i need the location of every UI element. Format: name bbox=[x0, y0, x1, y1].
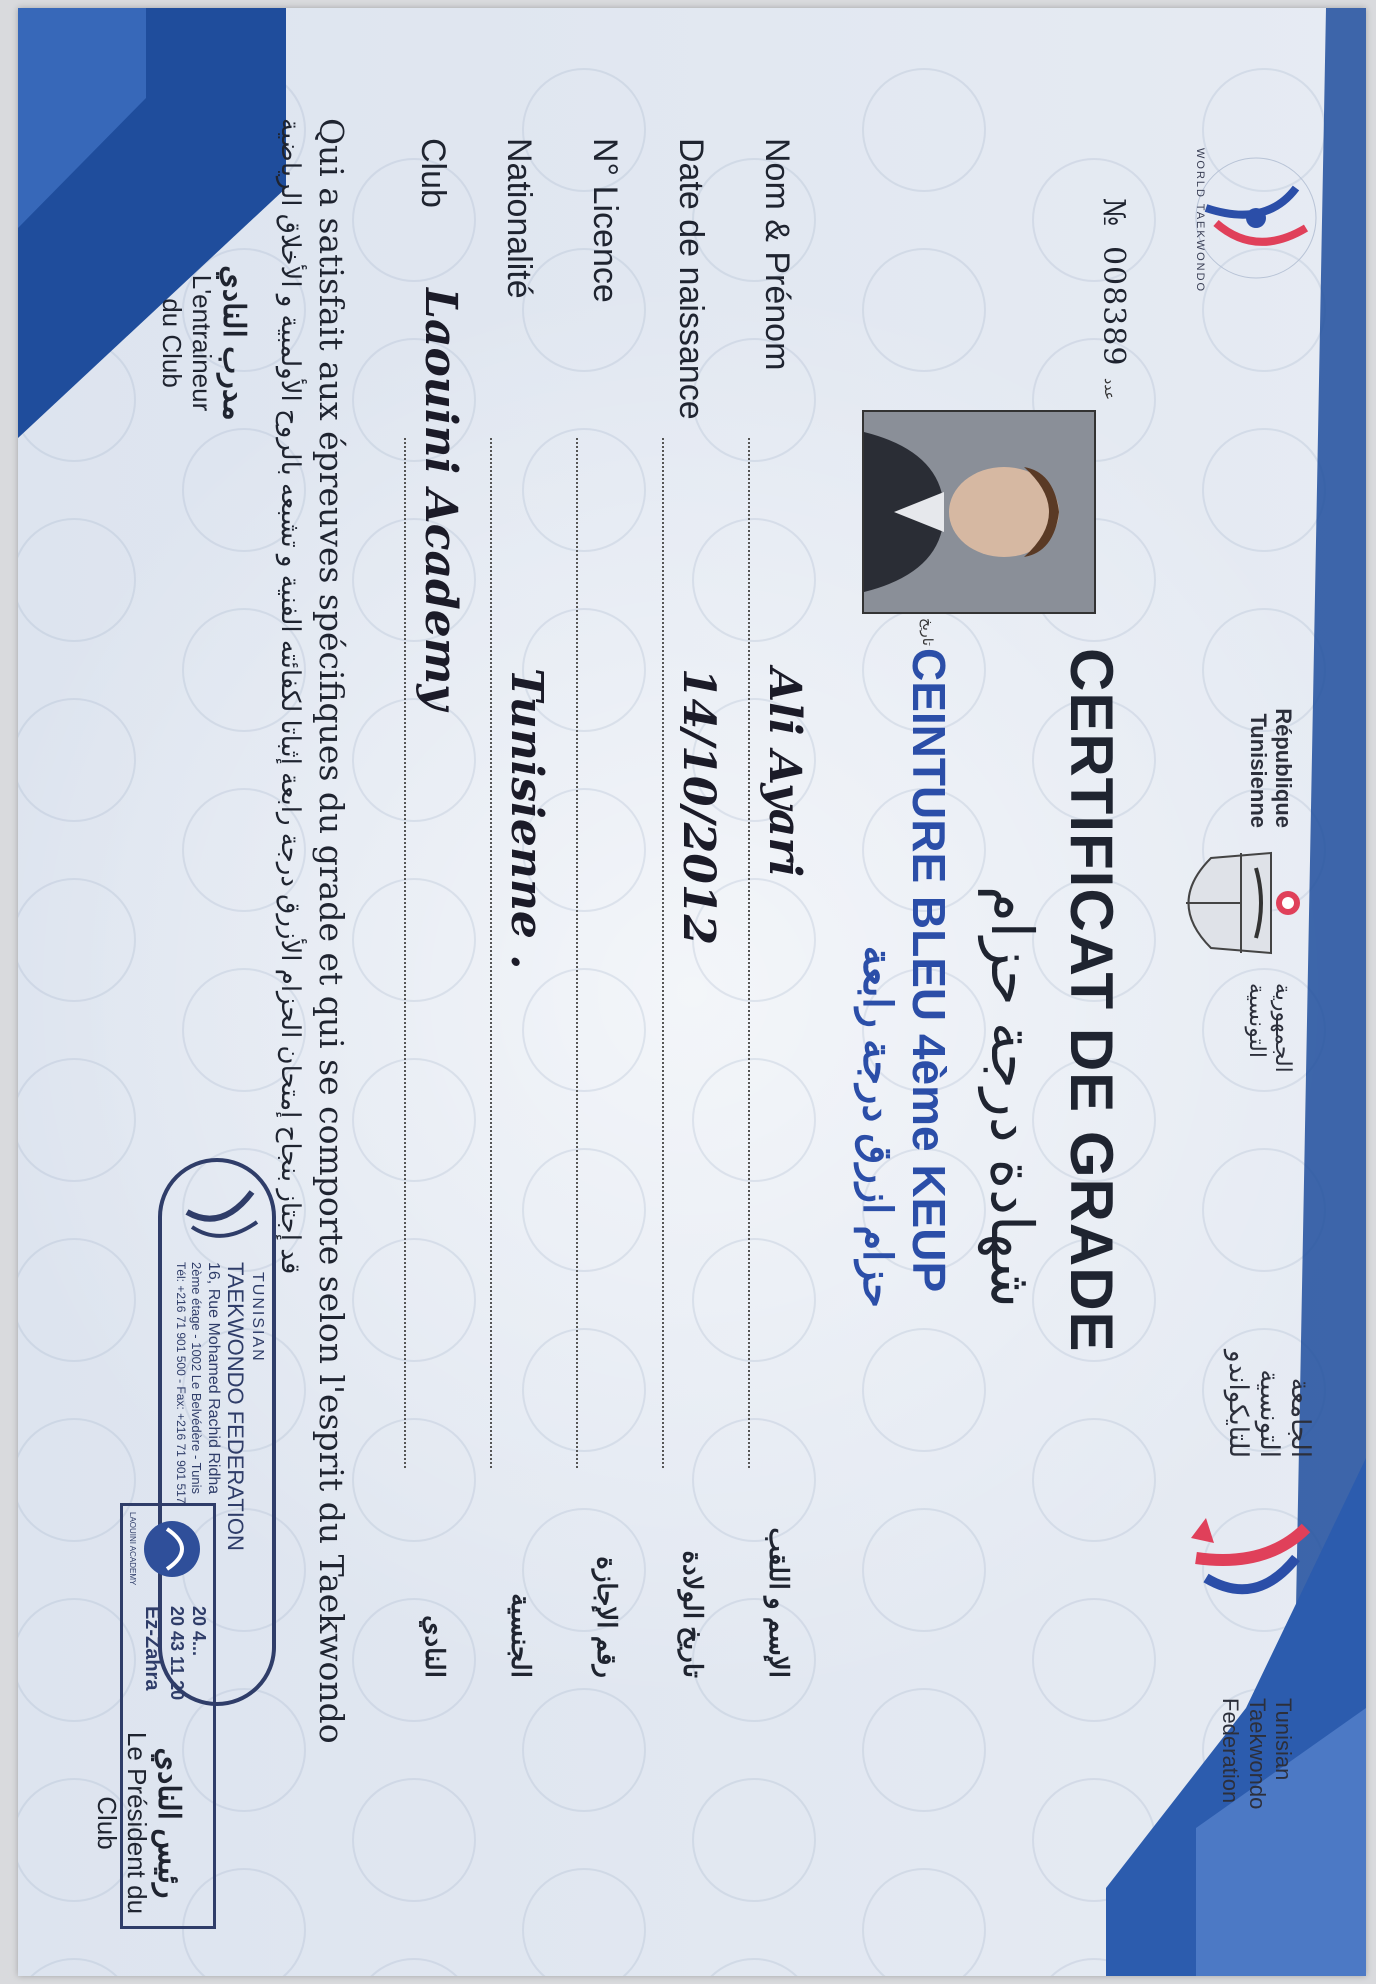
club-stamp-line1: 20 4... bbox=[189, 1606, 209, 1657]
field-label-ar: النادي bbox=[420, 1615, 450, 1678]
coach-signature bbox=[156, 258, 251, 428]
president-ar: رئيس النادي bbox=[152, 1747, 185, 1899]
title-ar: شهادة درجة حزام bbox=[979, 885, 1044, 1308]
field-underline bbox=[404, 438, 406, 1468]
person-photo-icon bbox=[864, 412, 1094, 612]
field-row bbox=[634, 138, 724, 1688]
president-fr: Le Président du Club bbox=[92, 1731, 152, 1915]
coat-of-arms-icon bbox=[1166, 828, 1306, 978]
federation-en: Tunisian Taekwondo Federation bbox=[1218, 1698, 1296, 1810]
field-underline bbox=[662, 438, 664, 1468]
stamp-fed-line5: Tél: +216 71 901 500 - Fax: +216 71 901 517 bbox=[174, 1262, 188, 1504]
field-label-fr: N° Licence bbox=[586, 138, 624, 303]
federation-swoosh-icon bbox=[1176, 1498, 1326, 1638]
field-label-fr: Nationalité bbox=[500, 138, 538, 299]
stamp-fed-line1: TUNISIAN bbox=[249, 1272, 266, 1363]
club-stamp-line3: Ez-Zahra bbox=[141, 1606, 163, 1691]
field-underline bbox=[748, 438, 750, 1468]
field-row bbox=[462, 138, 552, 1688]
president-signature bbox=[91, 1708, 186, 1938]
tunisia-emblem bbox=[1166, 828, 1306, 978]
number-symbol: № bbox=[1096, 198, 1131, 227]
grade-ar: حزام ازرق درجة رابعة bbox=[855, 945, 899, 1308]
student-photo bbox=[862, 410, 1096, 614]
field-row bbox=[720, 138, 810, 1688]
grade-fr: CEINTURE BLEU 4ème KEUP bbox=[903, 648, 955, 1293]
stamp-fed-line4: 2ème étage - 1002 Le Belvédère - Tunis bbox=[189, 1262, 204, 1494]
scanned-sheet bbox=[18, 8, 1366, 1976]
stamp-swoosh-icon bbox=[182, 1182, 262, 1252]
republic-fr: République Tunisienne bbox=[1245, 708, 1296, 828]
date-label-ar: تاريخ bbox=[920, 618, 936, 646]
federation-logo bbox=[1176, 1498, 1326, 1638]
field-label-fr: Date de naissance bbox=[672, 138, 710, 420]
field-label-ar: رقم الإجازة bbox=[592, 1556, 622, 1678]
field-label-ar: تاريخ الولادة bbox=[678, 1550, 708, 1678]
field-label-fr: Nom & Prénom bbox=[758, 138, 796, 371]
field-row bbox=[376, 138, 466, 1688]
certificate-number-row bbox=[1096, 198, 1131, 366]
certificate-number: 008389 bbox=[1096, 245, 1131, 367]
field-label-fr: Club bbox=[414, 138, 452, 208]
field-row bbox=[548, 138, 634, 1688]
field-underline bbox=[576, 438, 578, 1468]
coach-fr: L'entraineur du Club bbox=[157, 274, 217, 412]
statement-ar: قد إجتاز بنجاح إمتحان الحزام الأزرق درجة رابعة إثباتا لكفائته الفنية و تشبعه بالروح الأولمبية و الأخلاق الرياضية bbox=[276, 118, 306, 1275]
title-fr: CERTIFICAT DE GRADE bbox=[1058, 648, 1125, 1353]
federation-ar: الجامعة التونسية للتايكواندو bbox=[1223, 1350, 1316, 1458]
field-value: Laouini Academy bbox=[415, 288, 466, 710]
club-stamp-line2: 20 43 11 20 bbox=[167, 1606, 187, 1701]
number-ar: عدد bbox=[1102, 378, 1118, 400]
stamp-fed-line3: 16, Rue Mohamed Rachid Ridha bbox=[205, 1262, 222, 1495]
statement-fr: Qui a satisfait aux épreuves spécifiques du grade et qui se comporte selon l'esprit du Taekwondo bbox=[312, 118, 351, 1744]
field-value: Ali Ayari bbox=[759, 668, 810, 878]
stamp-fed-line2: TAEKWONDO FEDERATION bbox=[223, 1262, 248, 1551]
republic-ar: الجمهورية التونسية bbox=[1244, 983, 1296, 1073]
field-value: 14/10/2012 bbox=[673, 668, 724, 946]
world-tkd-text: WORLD TAEKWONDO bbox=[1194, 148, 1206, 294]
coach-ar: مدرب النادي bbox=[217, 265, 250, 421]
club-stamp-small: LAOUINI ACADEMY bbox=[128, 1512, 137, 1586]
field-value: Tunisienne . bbox=[501, 668, 552, 970]
field-label-ar: الجنسية bbox=[506, 1593, 536, 1678]
world-taekwondo-logo bbox=[1176, 128, 1336, 308]
field-underline bbox=[490, 438, 492, 1468]
club-logo-icon bbox=[137, 1514, 207, 1584]
certificate bbox=[18, 8, 1366, 1976]
field-label-ar: الإسم و اللقب bbox=[764, 1527, 794, 1678]
